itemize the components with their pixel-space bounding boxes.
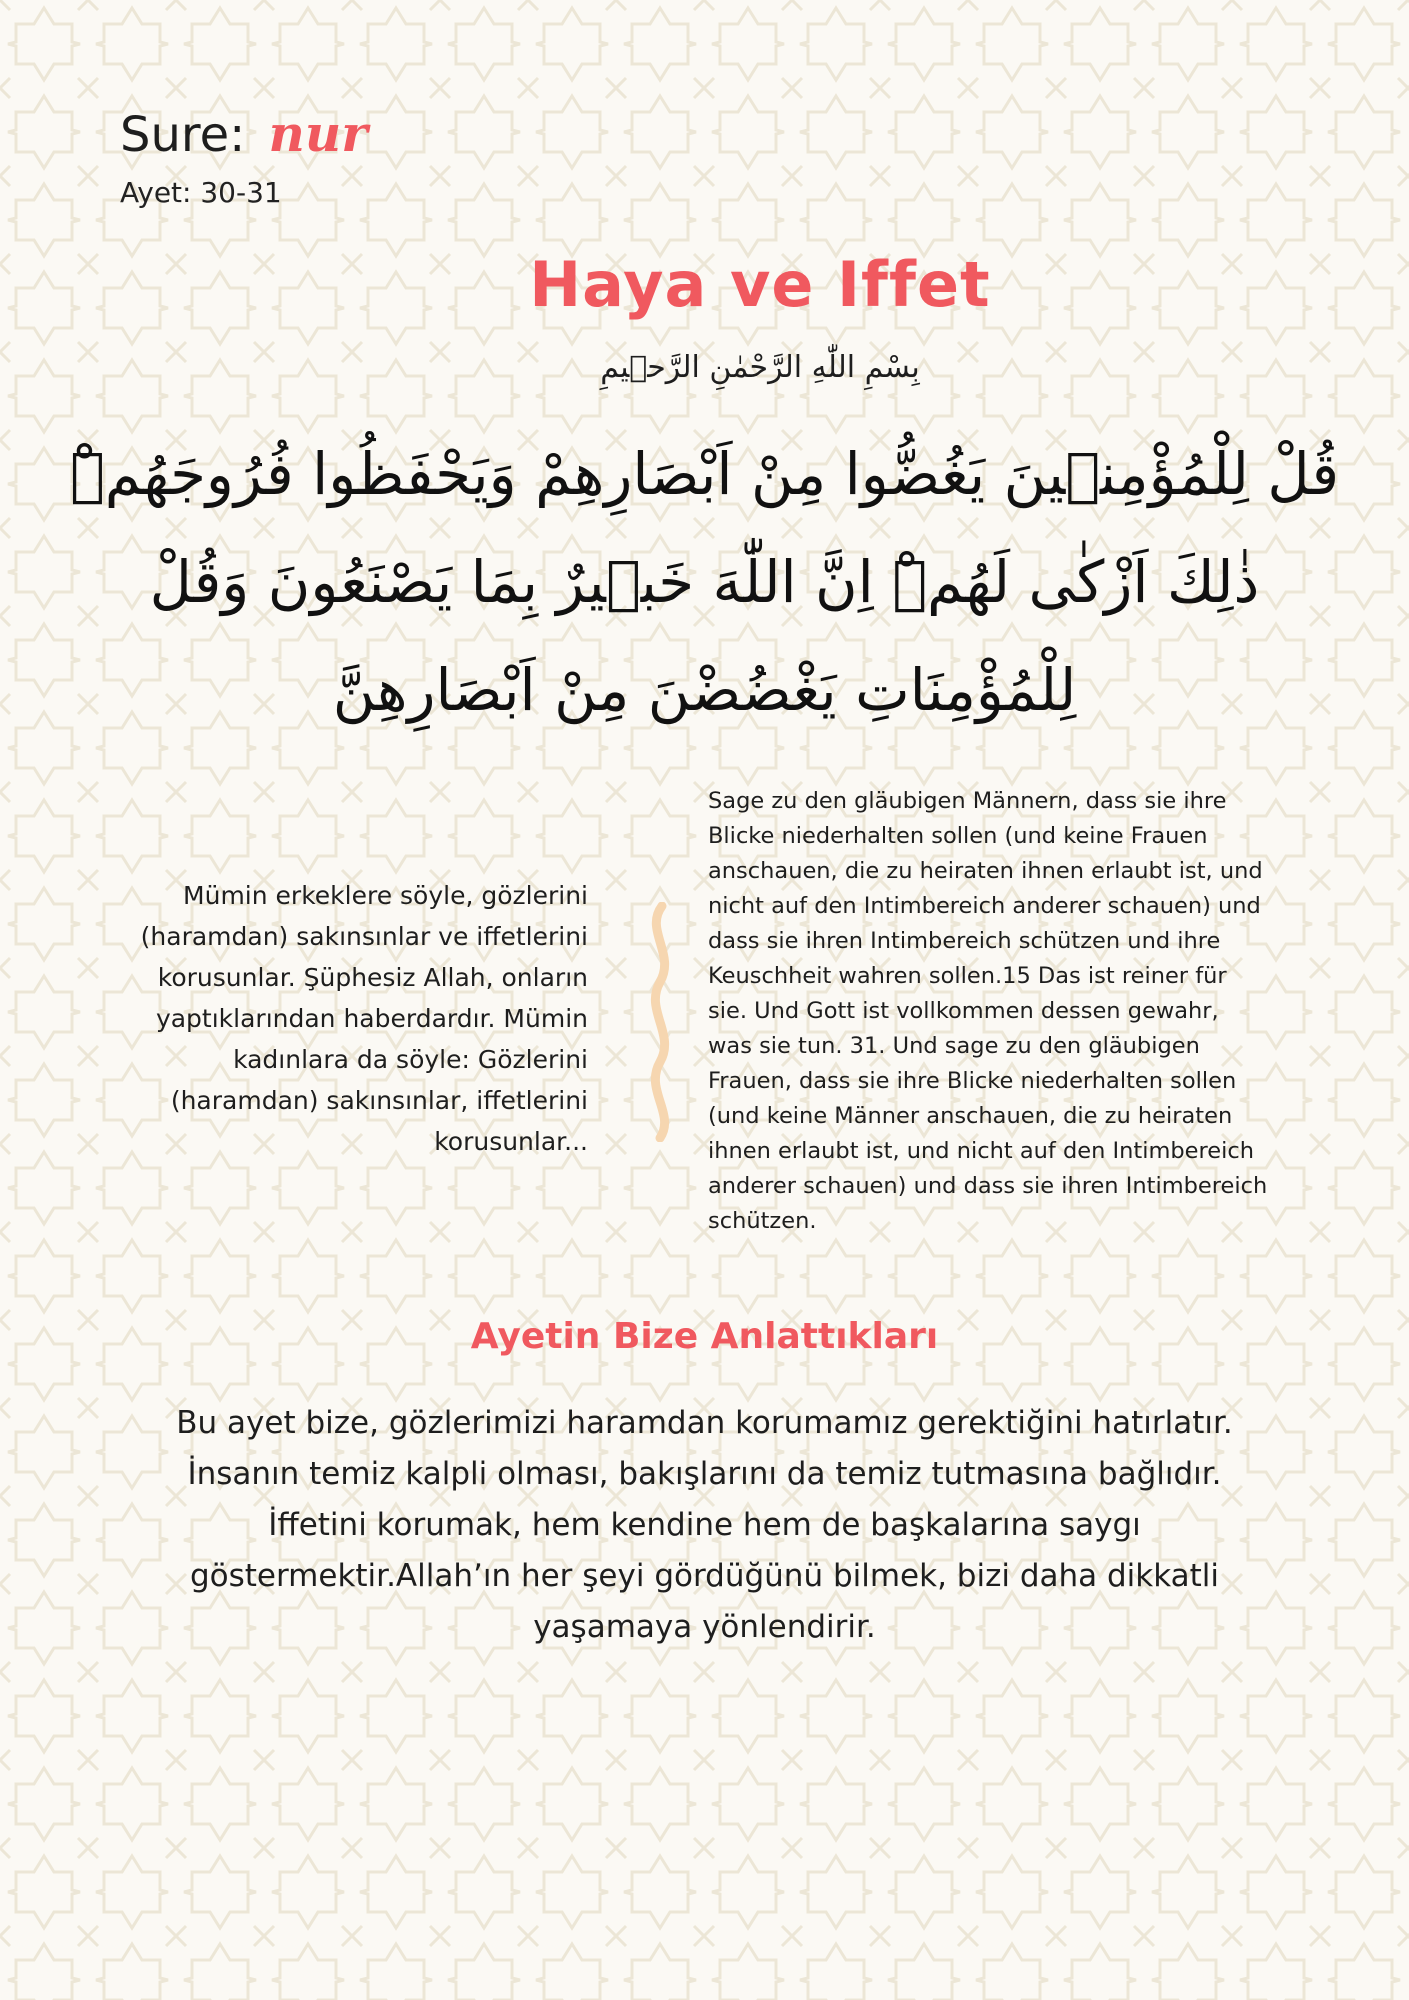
besmele: بِسْمِ اللّٰهِ الرَّحْمٰنِ الرَّح۪يمِ	[600, 350, 920, 385]
lesson-text: Bu ayet bize, gözlerimizi haramdan korumamız gerektiğini hatırlatır. İnsanın temiz kalpli olması, bakışlarını da temiz tutmasına bağlıdır. İffetini korumak, hem kendine hem de başkalarına saygı göstermektir.Allah’ın her şeyi gördüğünü bilmek, bizi daha dikkatli yaşamaya yönlendirir.	[176, 1405, 1233, 1645]
wavy-divider	[640, 902, 680, 1142]
section-heading: Ayetin Bize Anlattıkları	[470, 1316, 939, 1357]
sure-name: nur	[268, 104, 368, 163]
sure-label: Sure:	[120, 107, 246, 163]
sure-line	[120, 106, 368, 163]
german-translation: Sage zu den gläubigen Männern, dass sie ihre Blicke niederhalten sollen (und keine Frauen anschauen, die zu heiraten ihnen erlaubt ist, und nicht auf den Intimbereich anderer schauen) und dass sie ihren Intimbereich schützen und ihre Keuschheit wahren sollen.15 Das ist reiner für sie. Und Gott ist vollkommen dessen gewahr, was sie tun. 31. Und sage zu den gläubigen Frauen, dass sie ihre Blicke niederhalten sollen (und keine Männer anschauen, die zu heiraten ihnen erlaubt ist, und nicht auf den Intimbereich anderer schauen) und dass sie ihren Intimbereich schützen.	[708, 788, 1268, 1234]
arabic-verse: قُلْ لِلْمُؤْمِن۪ينَ يَغُضُّوا مِنْ اَبْصَارِهِمْ وَيَحْفَظُوا فُرُوجَهُمْۜ ذٰلِكَ اَزْكٰى لَهُمْۜ اِنَّ اللّٰهَ خَب۪يرٌ بِمَا يَصْنَعُونَ وَقُلْ لِلْمُؤْمِنَاتِ يَغْضُضْنَ مِنْ اَبْصَارِهِنَّ	[69, 440, 1340, 724]
page-title: Haya ve Iffet	[529, 248, 991, 321]
ayet-range: Ayet: 30-31	[120, 176, 282, 209]
turkish-translation: Mümin erkeklere söyle, gözlerini (haramdan) sakınsınlar ve iffetlerini korusunlar. Şüphesiz Allah, onların yaptıklarından haberdardır. Mümin kadınlara da söyle: Gözlerini (haramdan) sakınsınlar, iffetlerini korusunlar...	[140, 881, 588, 1156]
